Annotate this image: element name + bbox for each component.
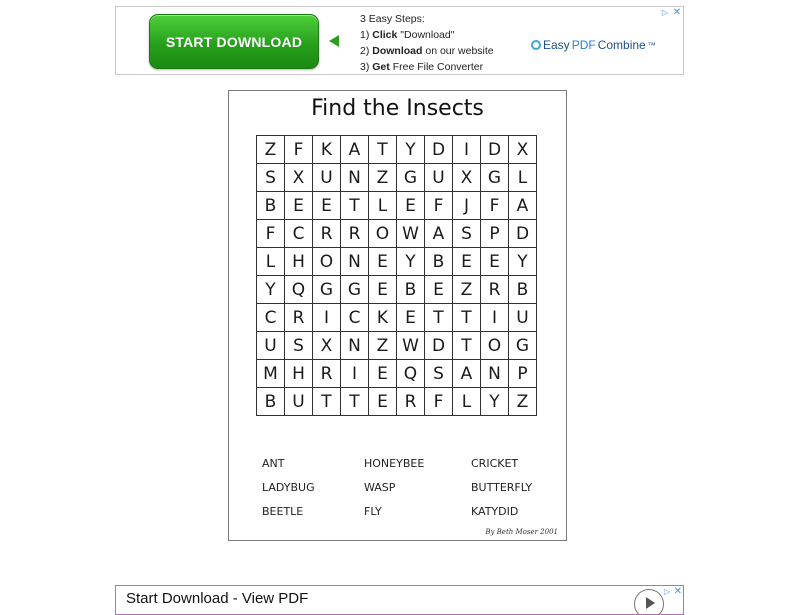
grid-cell: B bbox=[425, 248, 453, 276]
grid-cell: T bbox=[453, 332, 481, 360]
grid-cell: G bbox=[481, 164, 509, 192]
step-3-text: Free File Converter bbox=[392, 61, 484, 73]
grid-cell: A bbox=[509, 192, 537, 220]
grid-cell: D bbox=[509, 220, 537, 248]
letter-grid bbox=[256, 135, 537, 416]
grid-cell: X bbox=[285, 164, 313, 192]
grid-cell: A bbox=[453, 360, 481, 388]
brand-logo-icon bbox=[531, 40, 541, 50]
grid-cell: G bbox=[397, 164, 425, 192]
bottom-ad-text[interactable]: Start Download - View PDF bbox=[126, 590, 309, 607]
grid-cell: Y bbox=[509, 248, 537, 276]
grid-cell: E bbox=[313, 192, 341, 220]
grid-cell: E bbox=[397, 192, 425, 220]
grid-cell: L bbox=[257, 248, 285, 276]
grid-cell: A bbox=[425, 220, 453, 248]
step-2-number: 2) bbox=[360, 45, 370, 57]
grid-cell: X bbox=[453, 164, 481, 192]
grid-cell: T bbox=[313, 388, 341, 416]
grid-cell: F bbox=[285, 136, 313, 164]
grid-cell: E bbox=[453, 248, 481, 276]
grid-cell: H bbox=[285, 360, 313, 388]
play-icon[interactable] bbox=[634, 589, 664, 615]
grid-cell: A bbox=[341, 136, 369, 164]
word-list-item: LADYBUG bbox=[262, 481, 315, 494]
word-list-item: CRICKET bbox=[471, 457, 519, 470]
grid-cell: W bbox=[397, 220, 425, 248]
grid-cell: O bbox=[369, 220, 397, 248]
grid-cell: E bbox=[369, 388, 397, 416]
grid-cell: I bbox=[341, 360, 369, 388]
grid-cell: N bbox=[341, 332, 369, 360]
start-download-label: START DOWNLOAD bbox=[165, 33, 303, 50]
grid-cell: O bbox=[313, 248, 341, 276]
grid-cell: M bbox=[257, 360, 285, 388]
ad-info-icon[interactable]: ▷ bbox=[661, 8, 669, 17]
arrow-left-icon bbox=[329, 35, 339, 47]
grid-cell: Q bbox=[397, 360, 425, 388]
grid-cell: O bbox=[481, 332, 509, 360]
grid-cell: U bbox=[285, 388, 313, 416]
grid-cell: D bbox=[481, 136, 509, 164]
step-1-number: 1) bbox=[360, 29, 370, 41]
grid-cell: U bbox=[313, 164, 341, 192]
step-1 bbox=[360, 27, 494, 43]
grid-cell: R bbox=[397, 388, 425, 416]
grid-cell: I bbox=[313, 304, 341, 332]
grid-cell: T bbox=[341, 192, 369, 220]
bottom-advertisement[interactable] bbox=[115, 585, 684, 615]
grid-cell: D bbox=[425, 332, 453, 360]
grid-cell: P bbox=[509, 360, 537, 388]
grid-cell: R bbox=[285, 304, 313, 332]
step-3 bbox=[360, 59, 494, 75]
grid-cell: G bbox=[509, 332, 537, 360]
step-2-text: on our website bbox=[425, 45, 494, 57]
grid-cell: R bbox=[313, 220, 341, 248]
grid-cell: T bbox=[453, 304, 481, 332]
grid-cell: L bbox=[453, 388, 481, 416]
grid-cell: U bbox=[257, 332, 285, 360]
grid-cell: F bbox=[481, 192, 509, 220]
grid-cell: Y bbox=[481, 388, 509, 416]
grid-cell: E bbox=[481, 248, 509, 276]
grid-cell: E bbox=[285, 192, 313, 220]
grid-cell: J bbox=[453, 192, 481, 220]
grid-cell: T bbox=[341, 388, 369, 416]
start-download-button[interactable] bbox=[149, 14, 319, 69]
grid-cell: E bbox=[369, 360, 397, 388]
grid-cell: F bbox=[257, 220, 285, 248]
word-list-item: WASP bbox=[364, 481, 396, 494]
grid-cell: G bbox=[313, 276, 341, 304]
grid-cell: E bbox=[369, 248, 397, 276]
grid-cell: Y bbox=[397, 136, 425, 164]
grid-cell: N bbox=[341, 164, 369, 192]
worksheet-title: Find the Insects bbox=[311, 96, 484, 121]
grid-cell: R bbox=[341, 220, 369, 248]
brand-trademark: ™ bbox=[647, 40, 656, 50]
grid-cell: T bbox=[425, 304, 453, 332]
grid-cell: S bbox=[453, 220, 481, 248]
grid-cell: Z bbox=[369, 332, 397, 360]
step-2-bold: Download bbox=[372, 45, 423, 57]
grid-cell: Z bbox=[257, 136, 285, 164]
brand-part-1: Easy bbox=[543, 38, 570, 52]
grid-cell: Z bbox=[453, 276, 481, 304]
grid-cell: B bbox=[257, 388, 285, 416]
word-list-item: KATYDID bbox=[471, 505, 519, 518]
grid-cell: P bbox=[481, 220, 509, 248]
grid-cell: K bbox=[369, 304, 397, 332]
step-1-text: "Download" bbox=[400, 29, 455, 41]
step-3-bold: Get bbox=[372, 61, 390, 73]
grid-cell: E bbox=[397, 304, 425, 332]
grid-cell: Y bbox=[397, 248, 425, 276]
word-search-worksheet bbox=[228, 90, 567, 541]
ad-close-icon[interactable]: ✕ bbox=[672, 7, 682, 18]
grid-cell: W bbox=[397, 332, 425, 360]
grid-cell: I bbox=[453, 136, 481, 164]
grid-cell: U bbox=[509, 304, 537, 332]
grid-cell: D bbox=[425, 136, 453, 164]
step-1-bold: Click bbox=[372, 29, 398, 41]
word-list-item: ANT bbox=[262, 457, 285, 470]
grid-cell: R bbox=[313, 360, 341, 388]
grid-cell: S bbox=[257, 164, 285, 192]
brand-part-2: PDF bbox=[571, 38, 596, 52]
grid-cell: X bbox=[313, 332, 341, 360]
grid-cell: X bbox=[509, 136, 537, 164]
grid-cell: B bbox=[397, 276, 425, 304]
ad-steps bbox=[360, 11, 494, 75]
brand-part-3: Combine bbox=[597, 38, 646, 52]
top-advertisement[interactable] bbox=[115, 6, 684, 75]
grid-cell: F bbox=[425, 388, 453, 416]
word-list-item: FLY bbox=[364, 505, 382, 518]
ad-info-icon[interactable]: ▷ bbox=[663, 587, 670, 596]
easypdfcombine-logo[interactable] bbox=[531, 38, 656, 52]
grid-cell: K bbox=[313, 136, 341, 164]
grid-cell: Z bbox=[369, 164, 397, 192]
grid-cell: C bbox=[285, 220, 313, 248]
ad-close-icon[interactable]: ✕ bbox=[673, 586, 682, 597]
grid-cell: Y bbox=[257, 276, 285, 304]
grid-cell: Z bbox=[509, 388, 537, 416]
grid-cell: S bbox=[425, 360, 453, 388]
grid-cell: B bbox=[509, 276, 537, 304]
grid-cell: Q bbox=[285, 276, 313, 304]
grid-cell: E bbox=[369, 276, 397, 304]
step-3-number: 3) bbox=[360, 61, 370, 73]
steps-title: 3 Easy Steps: bbox=[360, 13, 425, 25]
grid-cell: L bbox=[509, 164, 537, 192]
word-list bbox=[262, 457, 552, 518]
grid-cell: U bbox=[425, 164, 453, 192]
word-list-item: BUTTERFLY bbox=[471, 481, 533, 494]
word-list-item: HONEYBEE bbox=[364, 457, 425, 470]
grid-cell: N bbox=[341, 248, 369, 276]
grid-cell: T bbox=[369, 136, 397, 164]
grid-cell: C bbox=[257, 304, 285, 332]
word-list-item: BEETLE bbox=[262, 505, 304, 518]
step-2 bbox=[360, 43, 494, 59]
grid-cell: I bbox=[481, 304, 509, 332]
grid-cell: F bbox=[425, 192, 453, 220]
grid-cell: C bbox=[341, 304, 369, 332]
grid-cell: S bbox=[285, 332, 313, 360]
grid-cell: H bbox=[285, 248, 313, 276]
grid-cell: L bbox=[369, 192, 397, 220]
grid-cell: R bbox=[481, 276, 509, 304]
author-credit: By Beth Moser 2001 bbox=[485, 528, 558, 536]
grid-cell: E bbox=[425, 276, 453, 304]
grid-cell: G bbox=[341, 276, 369, 304]
grid-cell: B bbox=[257, 192, 285, 220]
grid-cell: N bbox=[481, 360, 509, 388]
